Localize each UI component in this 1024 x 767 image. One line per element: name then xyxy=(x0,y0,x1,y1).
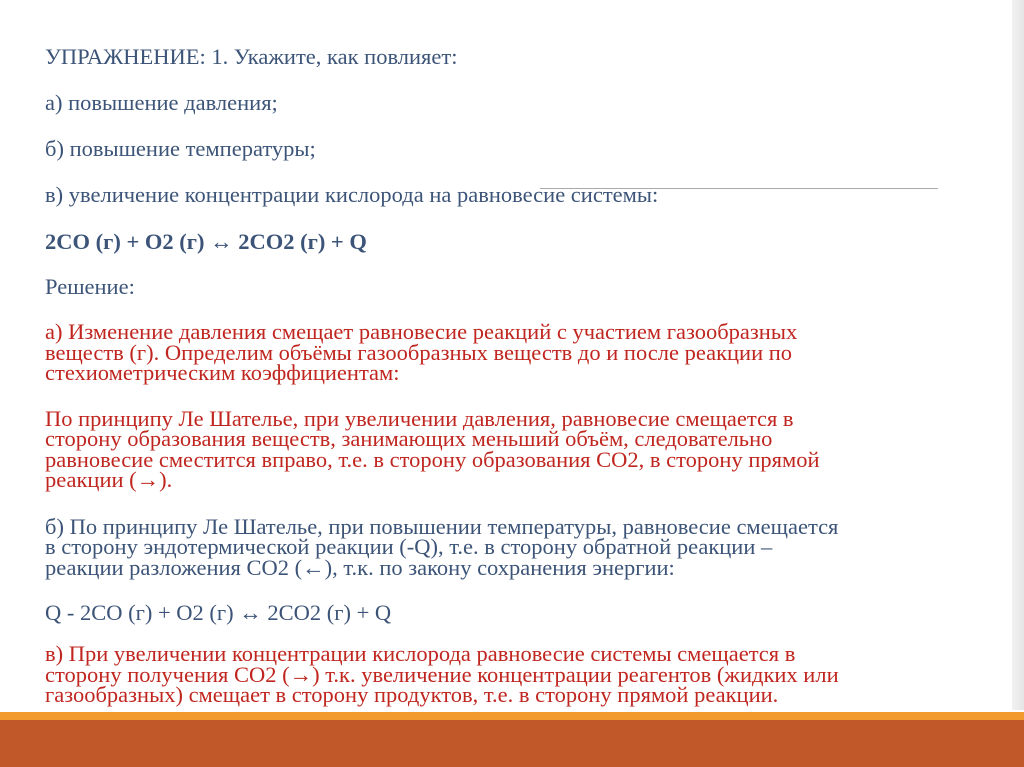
le-chatelier-paragraph xyxy=(45,405,1020,492)
le-chatelier-line: равновесие сместится вправо, т.е. в сторону образования CO2, в сторону прямой xyxy=(45,446,820,472)
answer-b-line: реакции разложения CO2 (←), т.к. по закону сохранения энергии: xyxy=(45,554,675,580)
answer-a-line: а) Изменение давления смещает равновесие реакций с участием газообразных xyxy=(45,319,798,344)
answer-c-line: в) При увеличении концентрации кислорода равновесие системы смещается в xyxy=(45,641,796,666)
item-a: а) повышение давления; xyxy=(45,90,278,115)
item-b: б) повышение температуры; xyxy=(45,136,316,161)
answer-a xyxy=(45,319,1020,385)
exercise-heading: УПРАЖНЕНИЕ: 1. Укажите, как повлияет: xyxy=(45,44,458,69)
answer-b xyxy=(45,513,1020,580)
footer-accent-stripe xyxy=(0,712,1024,720)
answer-c xyxy=(45,641,1020,707)
item-c: в) увеличение концентрации кислорода на равновесие системы: xyxy=(45,182,659,207)
reaction-equation: 2CO (г) + O2 (г) ↔ 2CO2 (г) + Q xyxy=(45,229,367,254)
answer-c-line: газообразных) смещает в сторону продуктов, т.е. в сторону прямой реакции. xyxy=(45,682,779,707)
slide-content xyxy=(45,44,1020,706)
le-chatelier-line: реакции (→). xyxy=(45,467,173,492)
answer-a-line: веществ (г). Определим объёмы газообразных веществ до и после реакции по xyxy=(45,339,793,365)
footer-bar xyxy=(0,720,1024,767)
le-chatelier-line: По принципу Ле Шателье, при увеличении давления, равновесие смещается в xyxy=(45,405,794,431)
equation-with-q: Q - 2CO (г) + O2 (г) ↔ 2CO2 (г) + Q xyxy=(45,600,392,625)
le-chatelier-line: сторону образования веществ, занимающих меньший объём, следовательно xyxy=(45,426,773,451)
answer-b-line: б) По принципу Ле Шателье, при повышении температуры, равновесие смещается xyxy=(45,513,839,539)
answer-a-line: стехиометрическим коэффициентам: xyxy=(45,360,400,385)
answer-b-line: в сторону эндотермической реакции (-Q), т.е. в сторону обратной реакции – xyxy=(45,534,773,559)
solution-label: Решение: xyxy=(45,274,135,299)
answer-c-line: сторону получения CO2 (→) т.к. увеличение концентрации реагентов (жидких или xyxy=(45,661,839,687)
